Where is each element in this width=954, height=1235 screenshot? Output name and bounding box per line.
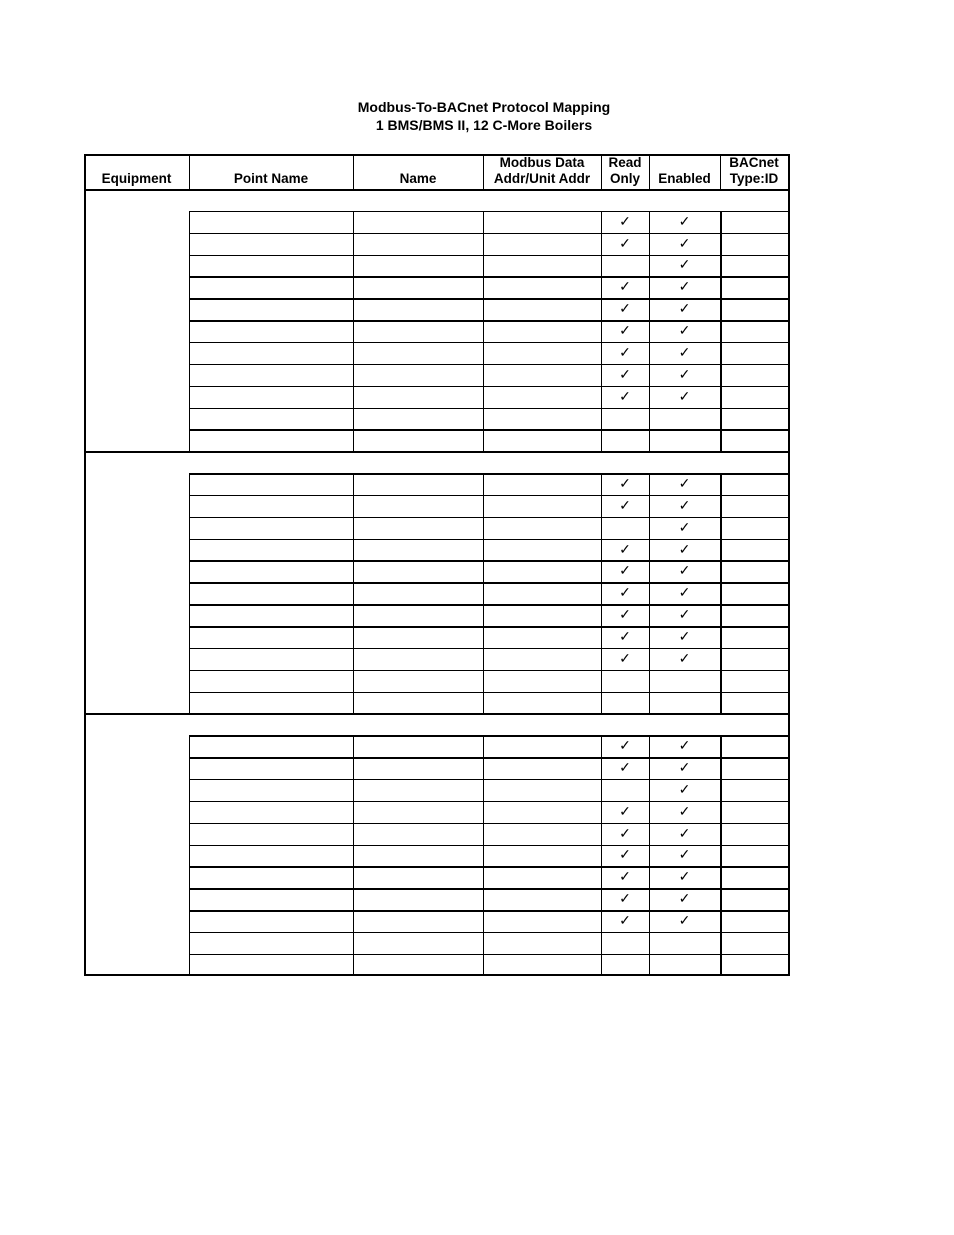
enabled-checkmark: ✓ <box>678 234 691 251</box>
header-column-divider <box>649 154 650 189</box>
table-left-border <box>84 154 86 974</box>
enabled-checkmark: ✓ <box>678 824 691 841</box>
enabled-checkmark: ✓ <box>678 343 691 360</box>
header-bacnet-type-line1: BACnet <box>729 155 779 170</box>
header-column-divider <box>483 154 484 189</box>
header-column-divider <box>189 154 190 189</box>
read-only-checkmark: ✓ <box>619 868 631 885</box>
row-line <box>189 429 789 431</box>
read-only-checkmark: ✓ <box>619 824 631 841</box>
column-divider <box>483 735 484 975</box>
row-line <box>189 692 789 694</box>
enabled-checkmark: ✓ <box>678 802 691 819</box>
column-divider <box>483 473 484 713</box>
enabled-checkmark: ✓ <box>678 868 691 885</box>
header-bacnet-type <box>720 154 788 188</box>
column-divider <box>720 211 722 451</box>
enabled-checkmark: ✓ <box>678 890 691 907</box>
row-line <box>189 932 789 934</box>
row-line <box>189 954 789 956</box>
column-divider <box>353 735 354 975</box>
header-column-divider <box>601 154 602 189</box>
read-only-checkmark: ✓ <box>619 540 631 557</box>
enabled-checkmark: ✓ <box>678 846 691 863</box>
read-only-checkmark: ✓ <box>619 802 631 819</box>
header-read-only <box>601 154 649 188</box>
enabled-checkmark: ✓ <box>678 256 691 273</box>
read-only-checkmark: ✓ <box>619 649 631 666</box>
group-separator <box>84 713 789 715</box>
enabled-checkmark: ✓ <box>678 649 691 666</box>
header-enabled <box>649 154 720 188</box>
header-name <box>353 154 483 188</box>
header-modbus-addr <box>483 154 601 188</box>
read-only-checkmark: ✓ <box>619 300 631 317</box>
enabled-checkmark: ✓ <box>678 737 691 754</box>
enabled-checkmark: ✓ <box>678 627 691 644</box>
enabled-checkmark: ✓ <box>678 911 691 928</box>
read-only-checkmark: ✓ <box>619 343 631 360</box>
header-column-divider <box>353 154 354 189</box>
column-divider <box>720 473 722 713</box>
header-bacnet-type-line2: Type:ID <box>729 171 779 186</box>
read-only-checkmark: ✓ <box>619 234 631 251</box>
read-only-checkmark: ✓ <box>619 606 631 623</box>
header-modbus-addr-line1: Modbus Data <box>499 155 585 170</box>
column-divider <box>189 473 190 713</box>
column-divider <box>353 473 354 713</box>
enabled-checkmark: ✓ <box>678 606 691 623</box>
enabled-checkmark: ✓ <box>678 300 691 317</box>
header-point-name <box>189 154 353 188</box>
enabled-checkmark: ✓ <box>678 322 691 339</box>
read-only-checkmark: ✓ <box>619 846 631 863</box>
enabled-checkmark: ✓ <box>678 212 691 229</box>
column-divider <box>720 735 722 975</box>
enabled-checkmark: ✓ <box>678 474 691 491</box>
header-enabled-line2: Enabled <box>658 171 711 186</box>
read-only-checkmark: ✓ <box>619 759 631 776</box>
read-only-checkmark: ✓ <box>619 322 631 339</box>
enabled-checkmark: ✓ <box>678 584 691 601</box>
read-only-checkmark: ✓ <box>619 911 631 928</box>
header-equipment-line2: Equipment <box>101 171 172 186</box>
enabled-checkmark: ✓ <box>678 387 691 404</box>
read-only-checkmark: ✓ <box>619 212 631 229</box>
header-bottom-border <box>84 189 789 191</box>
header-equipment <box>84 154 189 188</box>
header-point-name-line2: Point Name <box>233 171 309 186</box>
enabled-checkmark: ✓ <box>678 518 691 535</box>
enabled-checkmark: ✓ <box>678 540 691 557</box>
header-modbus-addr-line2: Addr/Unit Addr <box>493 171 591 186</box>
header-name-line2: Name <box>399 171 437 186</box>
group-separator <box>84 451 789 453</box>
read-only-checkmark: ✓ <box>619 584 631 601</box>
header-read-only-line2: Only <box>609 171 640 186</box>
row-line <box>189 408 789 410</box>
header-read-only-line1: Read <box>608 155 642 170</box>
enabled-checkmark: ✓ <box>678 278 691 295</box>
read-only-checkmark: ✓ <box>619 496 631 513</box>
enabled-checkmark: ✓ <box>678 780 691 797</box>
read-only-checkmark: ✓ <box>619 278 631 295</box>
enabled-checkmark: ✓ <box>678 562 691 579</box>
read-only-checkmark: ✓ <box>619 562 631 579</box>
enabled-checkmark: ✓ <box>678 759 691 776</box>
column-divider <box>189 211 190 451</box>
enabled-checkmark: ✓ <box>678 365 691 382</box>
read-only-checkmark: ✓ <box>619 627 631 644</box>
enabled-checkmark: ✓ <box>678 496 691 513</box>
read-only-checkmark: ✓ <box>619 474 631 491</box>
read-only-checkmark: ✓ <box>619 737 631 754</box>
read-only-checkmark: ✓ <box>619 387 631 404</box>
title-line-2: 1 BMS/BMS II, 12 C-More Boilers <box>375 117 593 133</box>
column-divider <box>189 735 190 975</box>
row-line <box>189 670 789 672</box>
title-line-1: Modbus-To-BACnet Protocol Mapping <box>357 99 611 115</box>
header-column-divider <box>720 154 721 189</box>
column-divider <box>483 211 484 451</box>
read-only-checkmark: ✓ <box>619 890 631 907</box>
column-divider <box>353 211 354 451</box>
read-only-checkmark: ✓ <box>619 365 631 382</box>
